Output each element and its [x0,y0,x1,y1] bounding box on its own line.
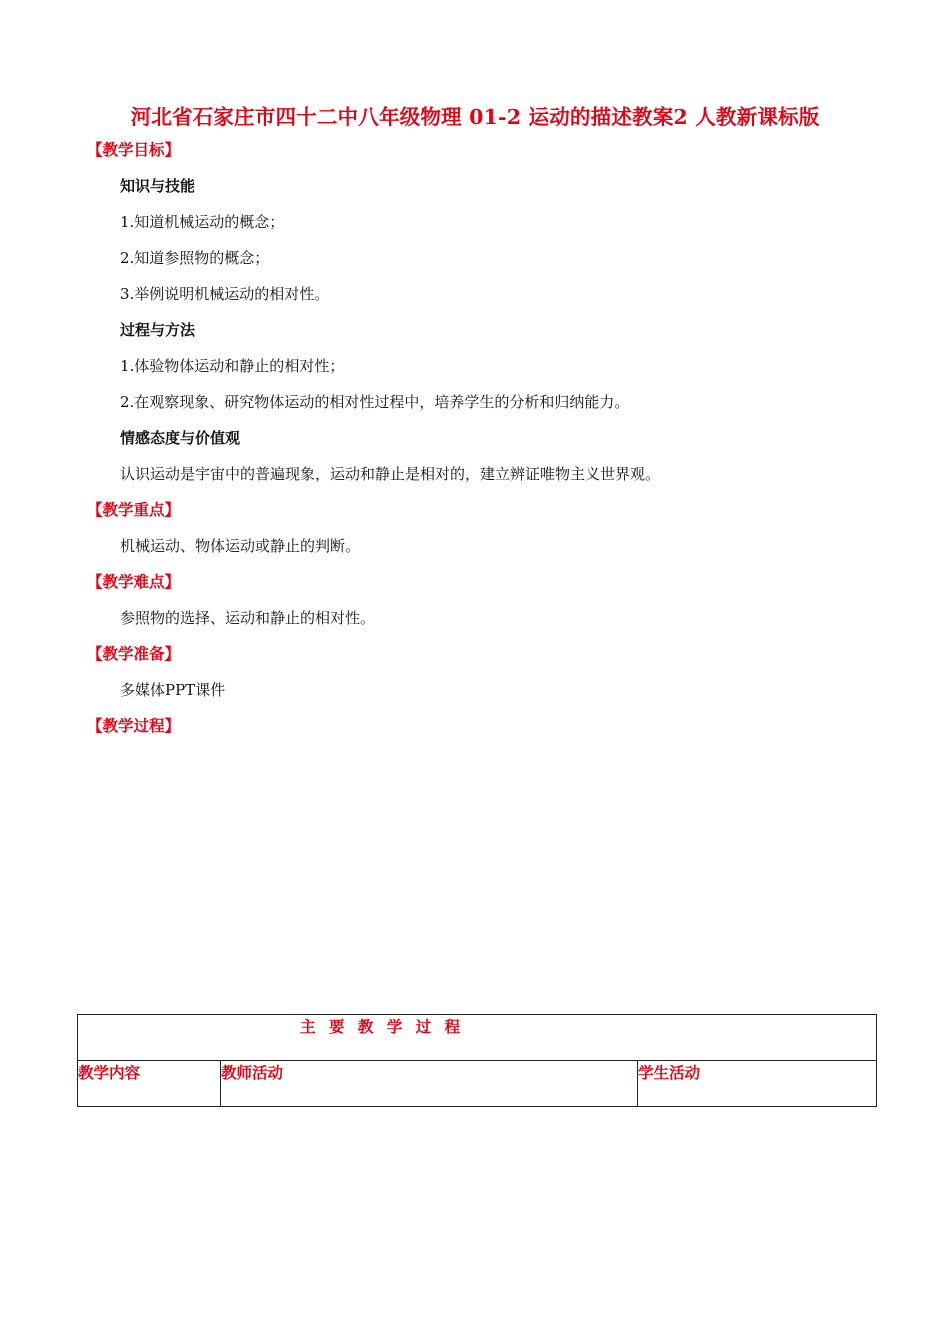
section-heading-goals: 【教学目标】 [87,140,181,159]
preparation-text: 多媒体PPT课件 [120,681,226,699]
knowledge-item: 1.知道机械运动的概念； [120,213,285,231]
knowledge-item: 2.知道参照物的概念； [120,249,270,267]
difficulties-text: 参照物的选择、运动和静止的相对性。 [120,609,376,627]
key-points-text: 机械运动、物体运动或静止的判断。 [120,537,361,555]
column-teacher-activity: 教师活动 [221,1061,638,1107]
section-heading-process: 【教学过程】 [87,716,181,735]
emotion-text: 认识运动是宇宙中的普遍现象，运动和静止是相对的，建立辨证唯物主义世界观。 [120,465,661,483]
column-student-activity: 学生活动 [638,1061,877,1107]
table-header-row [78,1015,877,1061]
document-title: 河北省石家庄市四十二中八年级物理 01-2 运动的描述教案2 人教新课标版 [130,105,820,129]
column-teaching-content: 教学内容 [78,1061,221,1107]
section-heading-difficulties: 【教学难点】 [87,572,181,591]
subheading-knowledge: 知识与技能 [120,177,196,195]
knowledge-item: 3.举例说明机械运动的相对性。 [120,285,330,303]
subheading-emotion: 情感态度与价值观 [120,429,241,447]
table-header-cell [78,1015,877,1061]
process-item: 1.体验物体运动和静止的相对性； [120,357,345,375]
table-header-text: 主 要 教 学 过 程 [300,1017,464,1036]
process-item: 2.在观察现象、研究物体运动的相对性过程中，培养学生的分析和归纳能力。 [120,393,630,411]
teaching-process-table [77,1014,877,1107]
section-heading-preparation: 【教学准备】 [87,644,181,663]
subheading-process: 过程与方法 [120,321,196,339]
section-heading-key-points: 【教学重点】 [87,500,181,519]
table-column-row [78,1061,877,1107]
